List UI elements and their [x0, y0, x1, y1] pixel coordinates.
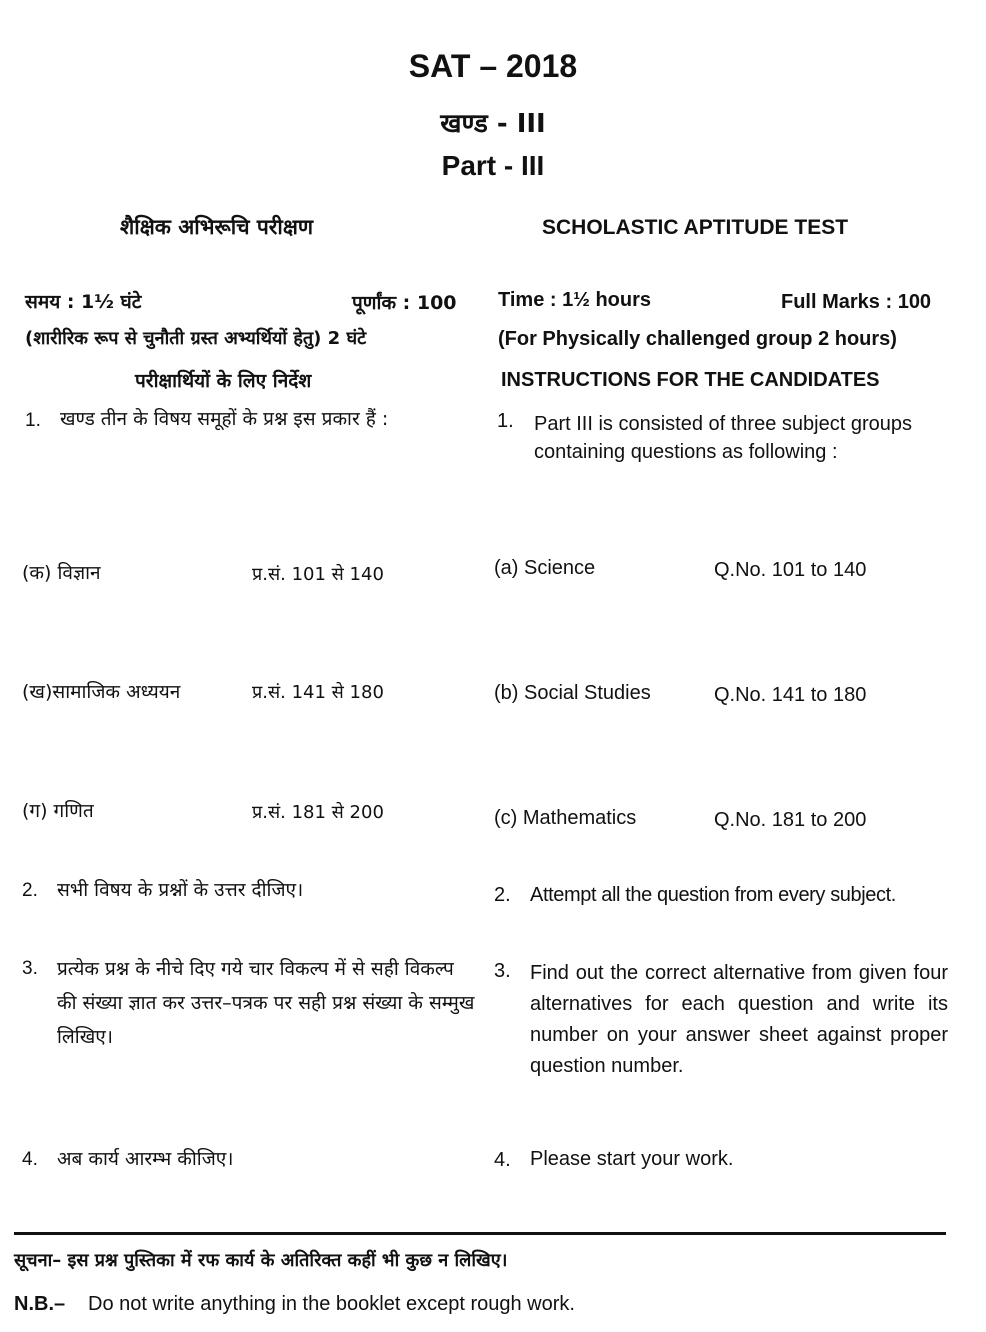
subject-label-english: (c) Mathematics — [494, 807, 637, 829]
subject-range-english: Q.No. 141 to 180 — [714, 684, 867, 706]
subject-range-hindi: प्र.सं. 141 से 180 — [252, 682, 384, 703]
instruction-number: 1. — [497, 410, 514, 432]
instruction-number: 1. — [25, 410, 41, 431]
instruction-4-hindi: अब कार्य आरम्भ कीजिए। — [57, 1148, 234, 1170]
test-name-english: SCHOLASTIC APTITUDE TEST — [542, 216, 849, 239]
divider — [14, 1232, 946, 1235]
instruction-number: 3. — [22, 958, 38, 979]
page-title: SAT – 2018 — [408, 48, 578, 84]
instructions-heading-hindi: परीक्षार्थियों के लिए निर्देश — [135, 370, 312, 392]
section-title-english: Part - III — [441, 150, 545, 181]
footer-note-hindi: सूचना– इस प्रश्न पुस्तिका में रफ कार्य के अतिरिक्त कहीं भी कुछ न लिखिए। — [14, 1250, 508, 1271]
subject-range-hindi: प्र.सं. 181 से 200 — [252, 802, 384, 823]
subject-label-english: (a) Science — [494, 557, 596, 579]
instruction-number: 3. — [494, 960, 511, 982]
nb-text: Do not write anything in the booklet except rough work. — [88, 1293, 575, 1315]
instruction-3-english: Find out the correct alternative from given four alternatives for each question and write its number on your answer sheet against proper question number. — [530, 962, 948, 1077]
instruction-number: 2. — [494, 884, 511, 906]
time-hindi: समय : 1½ घंटे — [25, 291, 142, 313]
instruction-4-english: Please start your work. — [530, 1148, 734, 1170]
instruction-number: 4. — [22, 1149, 38, 1170]
subject-label-hindi: (ख)सामाजिक अध्ययन — [22, 681, 181, 703]
subject-range-hindi: प्र.सं. 101 से 140 — [252, 564, 384, 585]
instruction-3-hindi: प्रत्येक प्रश्न के नीचे दिए गये चार विकल्प में से सही विकल्प की संख्या ज्ञात कर उत्तर–पत्रक पर सही प्रश्न संख्या के सम्मुख लिखिए। — [57, 958, 475, 1048]
instructions-heading-english: INSTRUCTIONS FOR THE CANDIDATES — [501, 369, 880, 391]
marks-english: Full Marks : 100 — [781, 291, 932, 313]
subject-label-english: (b) Social Studies — [494, 682, 651, 704]
instruction-number: 4. — [494, 1149, 511, 1171]
time-english: Time : 1½ hours — [498, 289, 652, 311]
subject-range-english: Q.No. 181 to 200 — [714, 809, 867, 831]
test-name-hindi: शैक्षिक अभिरूचि परीक्षण — [120, 215, 314, 239]
subject-label-hindi: (ग) गणित — [22, 800, 94, 822]
physically-challenged-note-english: (For Physically challenged group 2 hours) — [498, 328, 897, 350]
instruction-1-hindi: खण्ड तीन के विषय समूहों के प्रश्न इस प्रकार हैं : — [60, 408, 389, 430]
subject-range-english: Q.No. 101 to 140 — [714, 559, 867, 581]
instruction-1-english: Part III is consisted of three subject groups containing questions as following : — [534, 413, 912, 463]
instruction-number: 2. — [22, 880, 38, 901]
physically-challenged-note-hindi: (शारीरिक रूप से चुनौती ग्रस्त अभ्यर्थियों हेतु) 2 घंटे — [25, 328, 367, 349]
instruction-2-hindi: सभी विषय के प्रश्नों के उत्तर दीजिए। — [57, 879, 304, 901]
marks-hindi: पूर्णांक : 100 — [352, 292, 457, 314]
subject-label-hindi: (क) विज्ञान — [22, 562, 101, 584]
instruction-2-english: Attempt all the question from every subject. — [530, 884, 896, 906]
nb-label: N.B.– — [14, 1293, 66, 1315]
section-title-hindi: खण्ड - III — [440, 109, 546, 139]
